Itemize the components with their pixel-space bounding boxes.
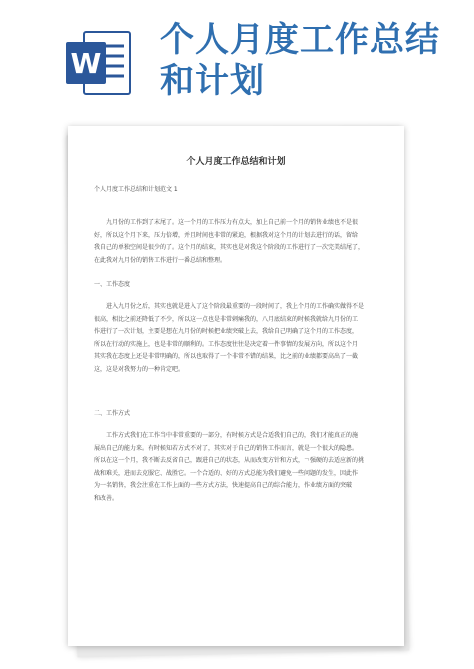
section-heading-method: [94, 408, 384, 421]
section-heading-attitude: [94, 279, 384, 292]
text-line: 和改善。: [94, 494, 119, 502]
paragraph-3: [94, 430, 384, 505]
text-line: 其实我在态度上还是非常明确的，所以也取得了一个非常不错的结果，比之前的业绩都要高出了一截: [94, 353, 359, 360]
heading-line: 一、工作态度: [94, 281, 131, 288]
text-line: 所以在这一个月，我不断去反省自己，跟进自己的状态，从而改变方针和方式，￢强硬的去适应新的挑: [94, 457, 365, 464]
text-line: 很高，相比之前还降低了不少，所以这一点也是非常刺痛我的，八月底结束的时候我就给九月份的工: [94, 315, 359, 323]
word-document-icon: [62, 26, 136, 100]
heading-line: 二、工作方式: [94, 410, 131, 417]
text-line: 在此我对九月份的销售工作进行一番总结和整理。: [94, 256, 227, 264]
page-title: [160, 20, 460, 102]
text-line: 战和难关，进而去克服它、战胜它。一个合适的、好的方式总能为我们避免一些问题的发生，因此作: [94, 469, 359, 477]
header: [0, 0, 474, 112]
text-line: 进入九月份之后，其实也就是进入了这个阶段最重要的一段时间了，我上个月的工作确实做得不是: [106, 303, 365, 310]
text-line: 我自己的单独空间是很少的了。这个月的结束，其实也是对我这个阶段的工作进行了一次完美结尾了，: [94, 244, 365, 251]
document-title: 个人月度工作总结和计划: [186, 157, 286, 167]
text-line: 九月份的工作到了末尾了。这一个月的工作压力有点大，加上自己前一个月的销售业绩也不是很: [106, 219, 359, 226]
text-line: 作进行了一次计划，主要是想在九月份的时候把业绩突破上去，我给自己明确了这个月的工作态度，: [94, 328, 359, 335]
document-page: [68, 126, 404, 646]
subtitle-line: 个人月度工作总结和计划范文 1: [94, 186, 178, 193]
title-line-2: 和计划: [160, 61, 265, 101]
document-subtitle: [94, 184, 384, 197]
text-line: 展出自己的能力来。有时候知若方式不对了，其实对于自己的销售工作而言，就是一个很大的隐患。: [94, 444, 359, 452]
paragraph-1: [94, 217, 384, 267]
text-line: 好，所以这个月下来，压力倍增，并且时间也非常的紧迫，根据我对这个月的计划去进行的话，留给: [94, 231, 359, 239]
word-icon-letter: W: [70, 47, 102, 80]
paragraph-2: [94, 301, 384, 376]
title-line-1: 个人月度工作总结: [160, 20, 440, 60]
text-line: 所以在行动的实施上，也是非常的顺利的。工作态度往往是决定着一件事情的发展方向，所以这个月: [94, 340, 359, 348]
text-line: 工作方式我们在工作当中非常重要的一部分，有时候方式是合适我们自己的，我们才能真正的施: [106, 432, 359, 439]
text-line: 为一名销售，我会注重在工作上面的一些方式方法，快速提高自己的综合能力，作业绩方面的突破: [94, 482, 353, 489]
text-line: 这，这是对我努力的一种肯定吧。: [94, 365, 185, 373]
